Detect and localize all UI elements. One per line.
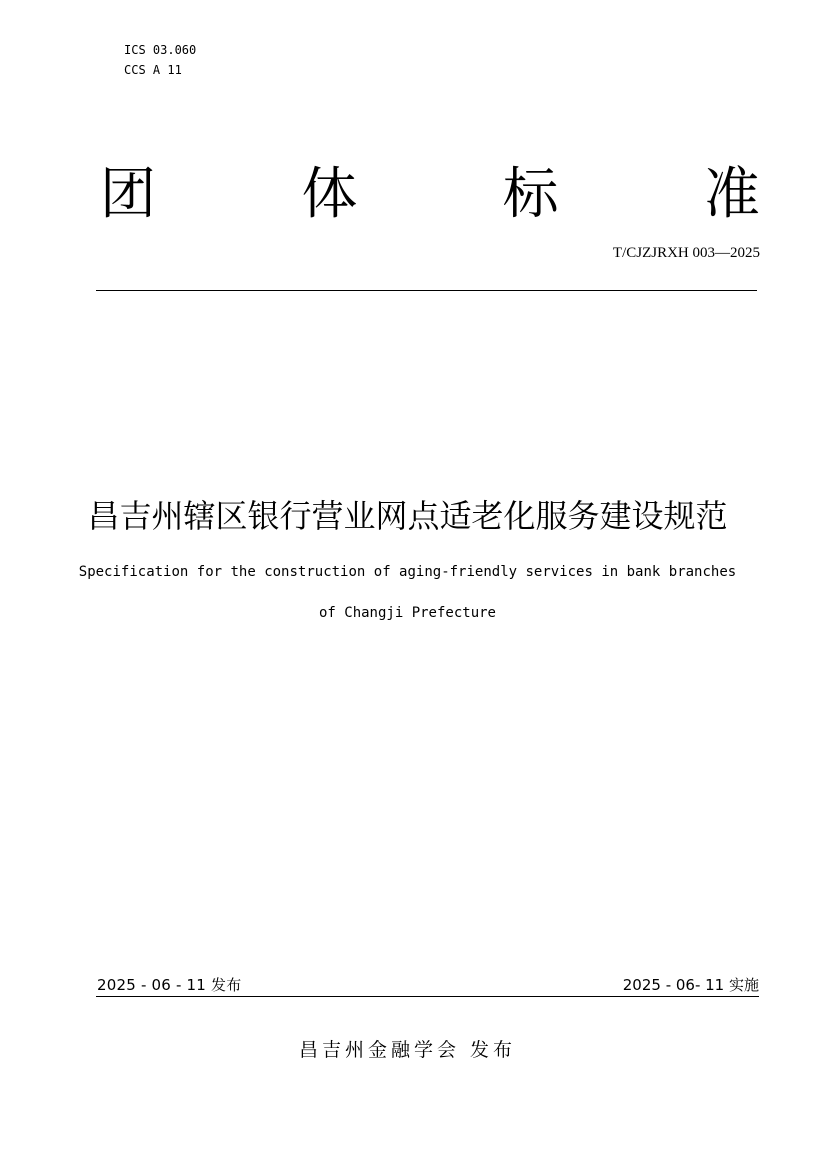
- document-type-char-1: 团: [100, 162, 156, 227]
- publish-date: 2025 - 06 - 11 发布: [97, 976, 242, 994]
- publisher: 昌吉州金融学会 发布: [298, 1039, 517, 1061]
- chinese-title: 昌吉州辖区银行营业网点适老化服务建设规范: [87, 497, 728, 535]
- ics-code: ICS 03.060: [124, 43, 197, 57]
- document-type-char-3: 标: [502, 162, 559, 227]
- ccs-code: CCS A 11: [124, 63, 182, 77]
- english-title-line-1: Specification for the construction of aging-friendly services in bank branches: [78, 564, 737, 580]
- english-title-line-2: of Changji Prefecture: [318, 605, 496, 621]
- document-type-heading: [100, 160, 760, 230]
- bottom-divider: [96, 996, 759, 997]
- document-type-char-2: 体: [301, 162, 358, 227]
- top-divider: [96, 290, 757, 291]
- standard-number: T/CJZJRXH 003—2025: [612, 245, 760, 261]
- document-type-char-4: 准: [703, 162, 760, 227]
- implementation-date: 2025 - 06- 11 实施: [622, 976, 759, 994]
